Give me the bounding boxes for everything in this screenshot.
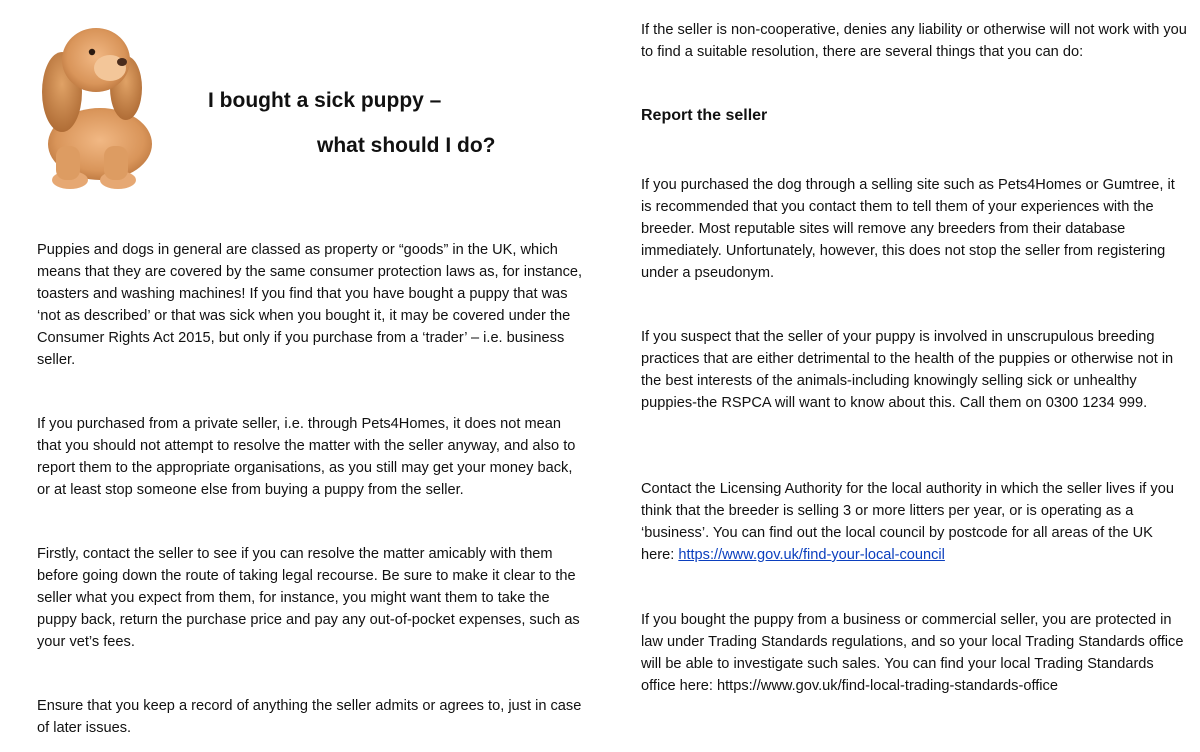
page-title-line2: what should I do? [317, 134, 496, 157]
puppy-image [30, 14, 165, 192]
paragraph-rspca: If you suspect that the seller of your puppy is involved in unscrupulous breeding practices that are either detrimental to the health of the puppies or otherwise not in the best interests of the animals-including knowingly selling sick or unhealthy puppies-the RSPCA will want to know about this. Call them on 0300 1234 999. [641, 329, 1174, 411]
page-title-line1: I bought a sick puppy – [208, 89, 442, 112]
paragraph-selling-site: If you purchased the dog through a selling site such as Pets4Homes or Gumtree, it is recommended that you contact them to tell them of your experiences with the breeder. Most reputable sites will remove any breeders from their database immediately. Unfortunately, however, this does not stop the seller from registering under a pseudonym. [641, 177, 1175, 281]
paragraph-consumer-rights: Puppies and dogs in general are classed as property or “goods” in the UK, which means that they are covered by the same consumer protection laws as, for instance, toasters and washing machines! If you find that you have bought a puppy that was ‘not as described’ or that was sick when you bought it, it may be covered under the Consumer Rights Act 2015, but only if you purchase from a ‘trader’ – i.e. business seller. [37, 242, 583, 368]
paragraph-contact-seller: Firstly, contact the seller to see if you can resolve the matter amicably with them before going down the route of taking legal recourse. Be sure to make it clear to the seller what you expect from them, for instance, you might want them to take the puppy back, return the purchase price and pay any out-of-pocket expenses, such as your vet’s fees. [37, 546, 580, 650]
council-link[interactable]: https://www.gov.uk/find-your-local-council [678, 547, 945, 563]
licensing-text: Contact the Licensing Authority for the local authority in which the seller lives if you think that the breeder is selling 3 or more litters per year, or is operating as a ‘business’. You can find out the local council by postcode for all areas of the UK here: [641, 481, 1174, 563]
section-heading-report: Report the seller [641, 107, 768, 124]
paragraph-keep-record: Ensure that you keep a record of anything the seller admits or agrees to, just in case of later issues. [37, 698, 582, 736]
paragraph-intro: If the seller is non-cooperative, denies any liability or otherwise will not work with you to find a suitable resolution, there are several things that you can do: [641, 22, 1187, 60]
paragraph-trading-standards: If you bought the puppy from a business or commercial seller, you are protected in law under Trading Standards regulations, and so your local Trading Standards office will be able to investigate such sales. You can find your local Trading Standards office here: https://www.gov.uk/find-local-trading-standards-office [641, 612, 1184, 694]
paragraph-licensing-authority [641, 478, 1189, 566]
paragraph-private-seller: If you purchased from a private seller, i.e. through Pets4Homes, it does not mean that you should not attempt to resolve the matter with the seller anyway, and also to report them to the appropriate organisations, as you still may get your money back, or at least stop someone else from buying a puppy from the seller. [37, 416, 576, 498]
